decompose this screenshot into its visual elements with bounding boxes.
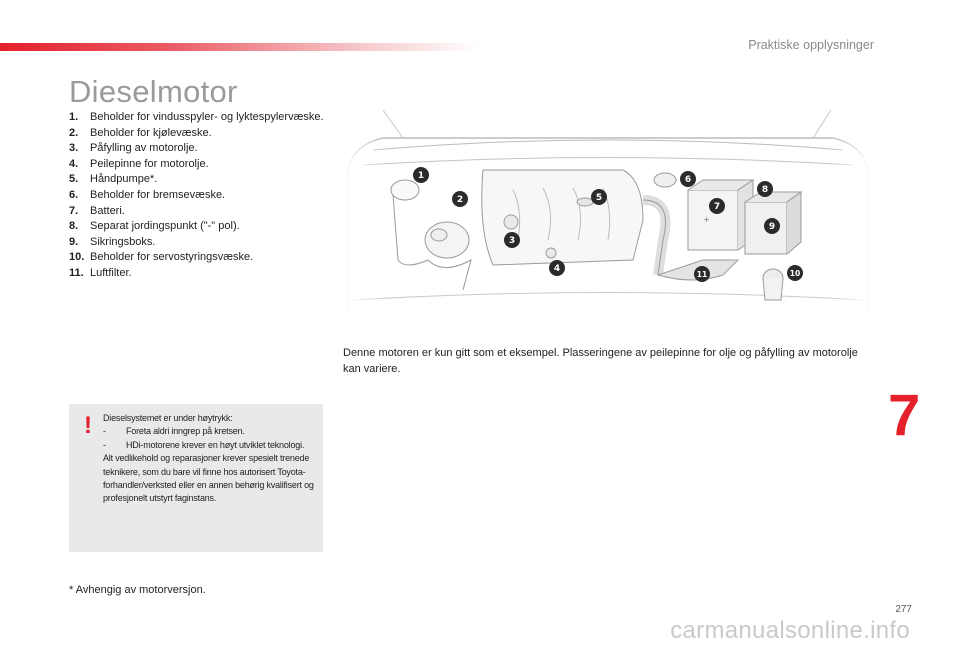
engine-bay-diagram (343, 110, 871, 312)
callout-8 (757, 181, 773, 197)
list-item: 1. Beholder for vindusspyler- og lyktespylervæske. (69, 111, 324, 123)
svg-text:1: 1 (417, 171, 425, 181)
svg-text:5: 5 (595, 193, 603, 203)
callout-11 (694, 266, 710, 282)
header-accent-bar (0, 43, 480, 51)
svg-text:10: 10 (789, 269, 801, 278)
footnote: * Avhengig av motorversjon. (69, 584, 206, 596)
svg-text:3: 3 (508, 236, 516, 246)
page-title: Dieselmotor (69, 74, 238, 109)
svg-text:11: 11 (696, 270, 708, 279)
warning-body: Alt vedlikehold og reparasjoner krever spesielt trenede teknikere, som du bare vil finne hos autorisert Toyota-forhandler/verksted eller en annen behørig kvalifisert og profesjonelt utstyrt faginstans. (103, 453, 314, 504)
watermark: carmanualsonline.info (670, 617, 910, 644)
chapter-number: 7 (888, 383, 921, 448)
list-item: 9. Sikringsboks. (69, 235, 156, 248)
list-item: 8. Separat jordingspunkt ("-" pol). (69, 220, 240, 233)
callout-10 (787, 265, 803, 281)
warning-intro: Dieselsystemet er under høytrykk: (103, 413, 233, 423)
warning-exclamation-icon: ! (84, 412, 92, 439)
list-item: 3. Påfylling av motorolje. (69, 142, 198, 155)
list-item: 7. Batteri. (69, 204, 125, 217)
list-item: 2. Beholder for kjølevæske. (69, 126, 212, 139)
callout-5 (591, 189, 607, 205)
list-item: 10. Beholder for servostyringsvæske. (69, 251, 254, 264)
warning-bullet: - Foreta aldri inngrep på kretsen. (103, 426, 245, 437)
callout-9 (764, 218, 780, 234)
callout-6 (680, 171, 696, 187)
list-item: 4. Peilepinne for motorolje. (69, 157, 209, 170)
svg-text:2: 2 (456, 195, 464, 205)
parts-list (69, 110, 339, 282)
warning-bullet: - HDi-motorene krever en høyt utviklet teknologi. (103, 439, 305, 450)
svg-text:4: 4 (553, 264, 561, 274)
callout-7 (709, 198, 725, 214)
callout-3 (504, 232, 520, 248)
page-number: 277 (895, 604, 912, 615)
diagram-caption: Denne motoren er kun gitt som et eksempel. Plasseringene av peilepinne for olje og påfylling av motorolje kan variere. (343, 347, 858, 375)
svg-text:9: 9 (768, 222, 776, 232)
svg-text:7: 7 (713, 202, 721, 212)
callout-1 (413, 167, 429, 183)
section-title: Praktiske opplysninger (748, 38, 874, 52)
callout-4 (549, 260, 565, 276)
svg-text:8: 8 (761, 185, 769, 195)
warning-text (103, 412, 319, 506)
callout-2 (452, 191, 468, 207)
list-item: 11. Luftfilter. (69, 266, 132, 279)
warning-box (69, 404, 323, 552)
list-item: 6. Beholder for bremsevæske. (69, 188, 226, 201)
list-item: 5. Håndpumpe*. (69, 173, 158, 186)
svg-text:6: 6 (684, 175, 692, 185)
